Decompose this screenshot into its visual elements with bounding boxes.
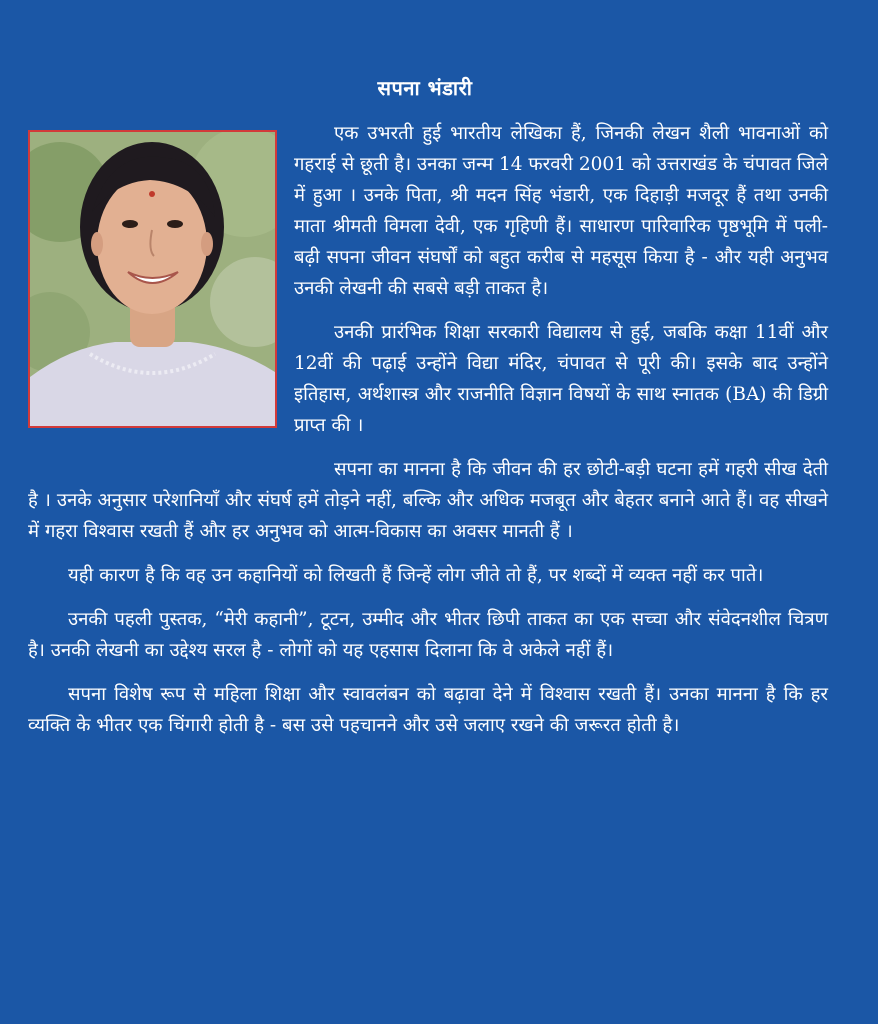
page-title: सपना भंडारी	[377, 76, 473, 100]
paragraph-stories: यही कारण है कि वह उन कहानियों को लिखती हैं जिन्हें लोग जीते तो हैं, पर शब्दों में व्यक्त नहीं कर पाते।	[68, 565, 764, 586]
paragraph-education: उनकी प्रारंभिक शिक्षा सरकारी विद्यालय से हुई, जबकि कक्षा 11वीं और 12वीं की पढ़ाई उन्होंने विद्या मंदिर, चंपावत से पूरी की। इसके बाद उन्होंने इतिहास, अर्थशास्त्र और राजनीति विज्ञान विषयों के साथ स्नातक (BA) की डिग्री प्राप्त की ।	[294, 322, 828, 436]
paragraph-first-book: उनकी पहली पुस्तक, “मेरी कहानी”, टूटन, उम्मीद और भीतर छिपी ताकत का एक सच्चा और संवेदनशील चित्रण है। उनकी लेखनी का उद्देश्य सरल है - लोगों को यह एहसास दिलाना कि वे अकेले नहीं हैं।	[28, 609, 828, 661]
paragraph-women-education: सपना विशेष रूप से महिला शिक्षा और स्वावलंबन को बढ़ावा देने में विश्वास रखती हैं। उनका मानना है कि हर व्यक्ति के भीतर एक चिंगारी होती है - बस उसे पहचानने और उसे जलाए रखने की जरूरत होती है।	[28, 684, 828, 736]
biography-text	[28, 118, 828, 754]
paragraph-philosophy: सपना का मानना है कि जीवन की हर छोटी-बड़ी घटना हमें गहरी सीख देती है । उनके अनुसार परेशानियाँ और संघर्ष हमें तोड़ने नहीं, बल्कि और अधिक मजबूत और बेहतर बनाने आते हैं। वह सीखने में गहरा विश्वास रखती हैं और हर अनुभव को आत्म-विकास का अवसर मानती हैं ।	[28, 459, 828, 542]
photo-spacer	[28, 118, 294, 458]
paragraph-intro: एक उभरती हुई भारतीय लेखिका हैं, जिनकी लेखन शैली भावनाओं को गहराई से छूती है। उनका जन्म 14 फरवरी 2001 को उत्तराखंड के चंपावत जिले में हुआ । उनके पिता, श्री मदन सिंह भंडारी, एक दिहाड़ी मजदूर हैं तथा उनकी माता श्रीमती विमला देवी, एक गृहिणी हैं। साधारण पारिवारिक पृष्ठभूमि में पली-बढ़ी सपना जीवन संघर्षों को बहुत करीब से महसूस किया है - और यही अनुभव उनकी लेखनी की सबसे बड़ी ताकत है।	[294, 123, 828, 299]
